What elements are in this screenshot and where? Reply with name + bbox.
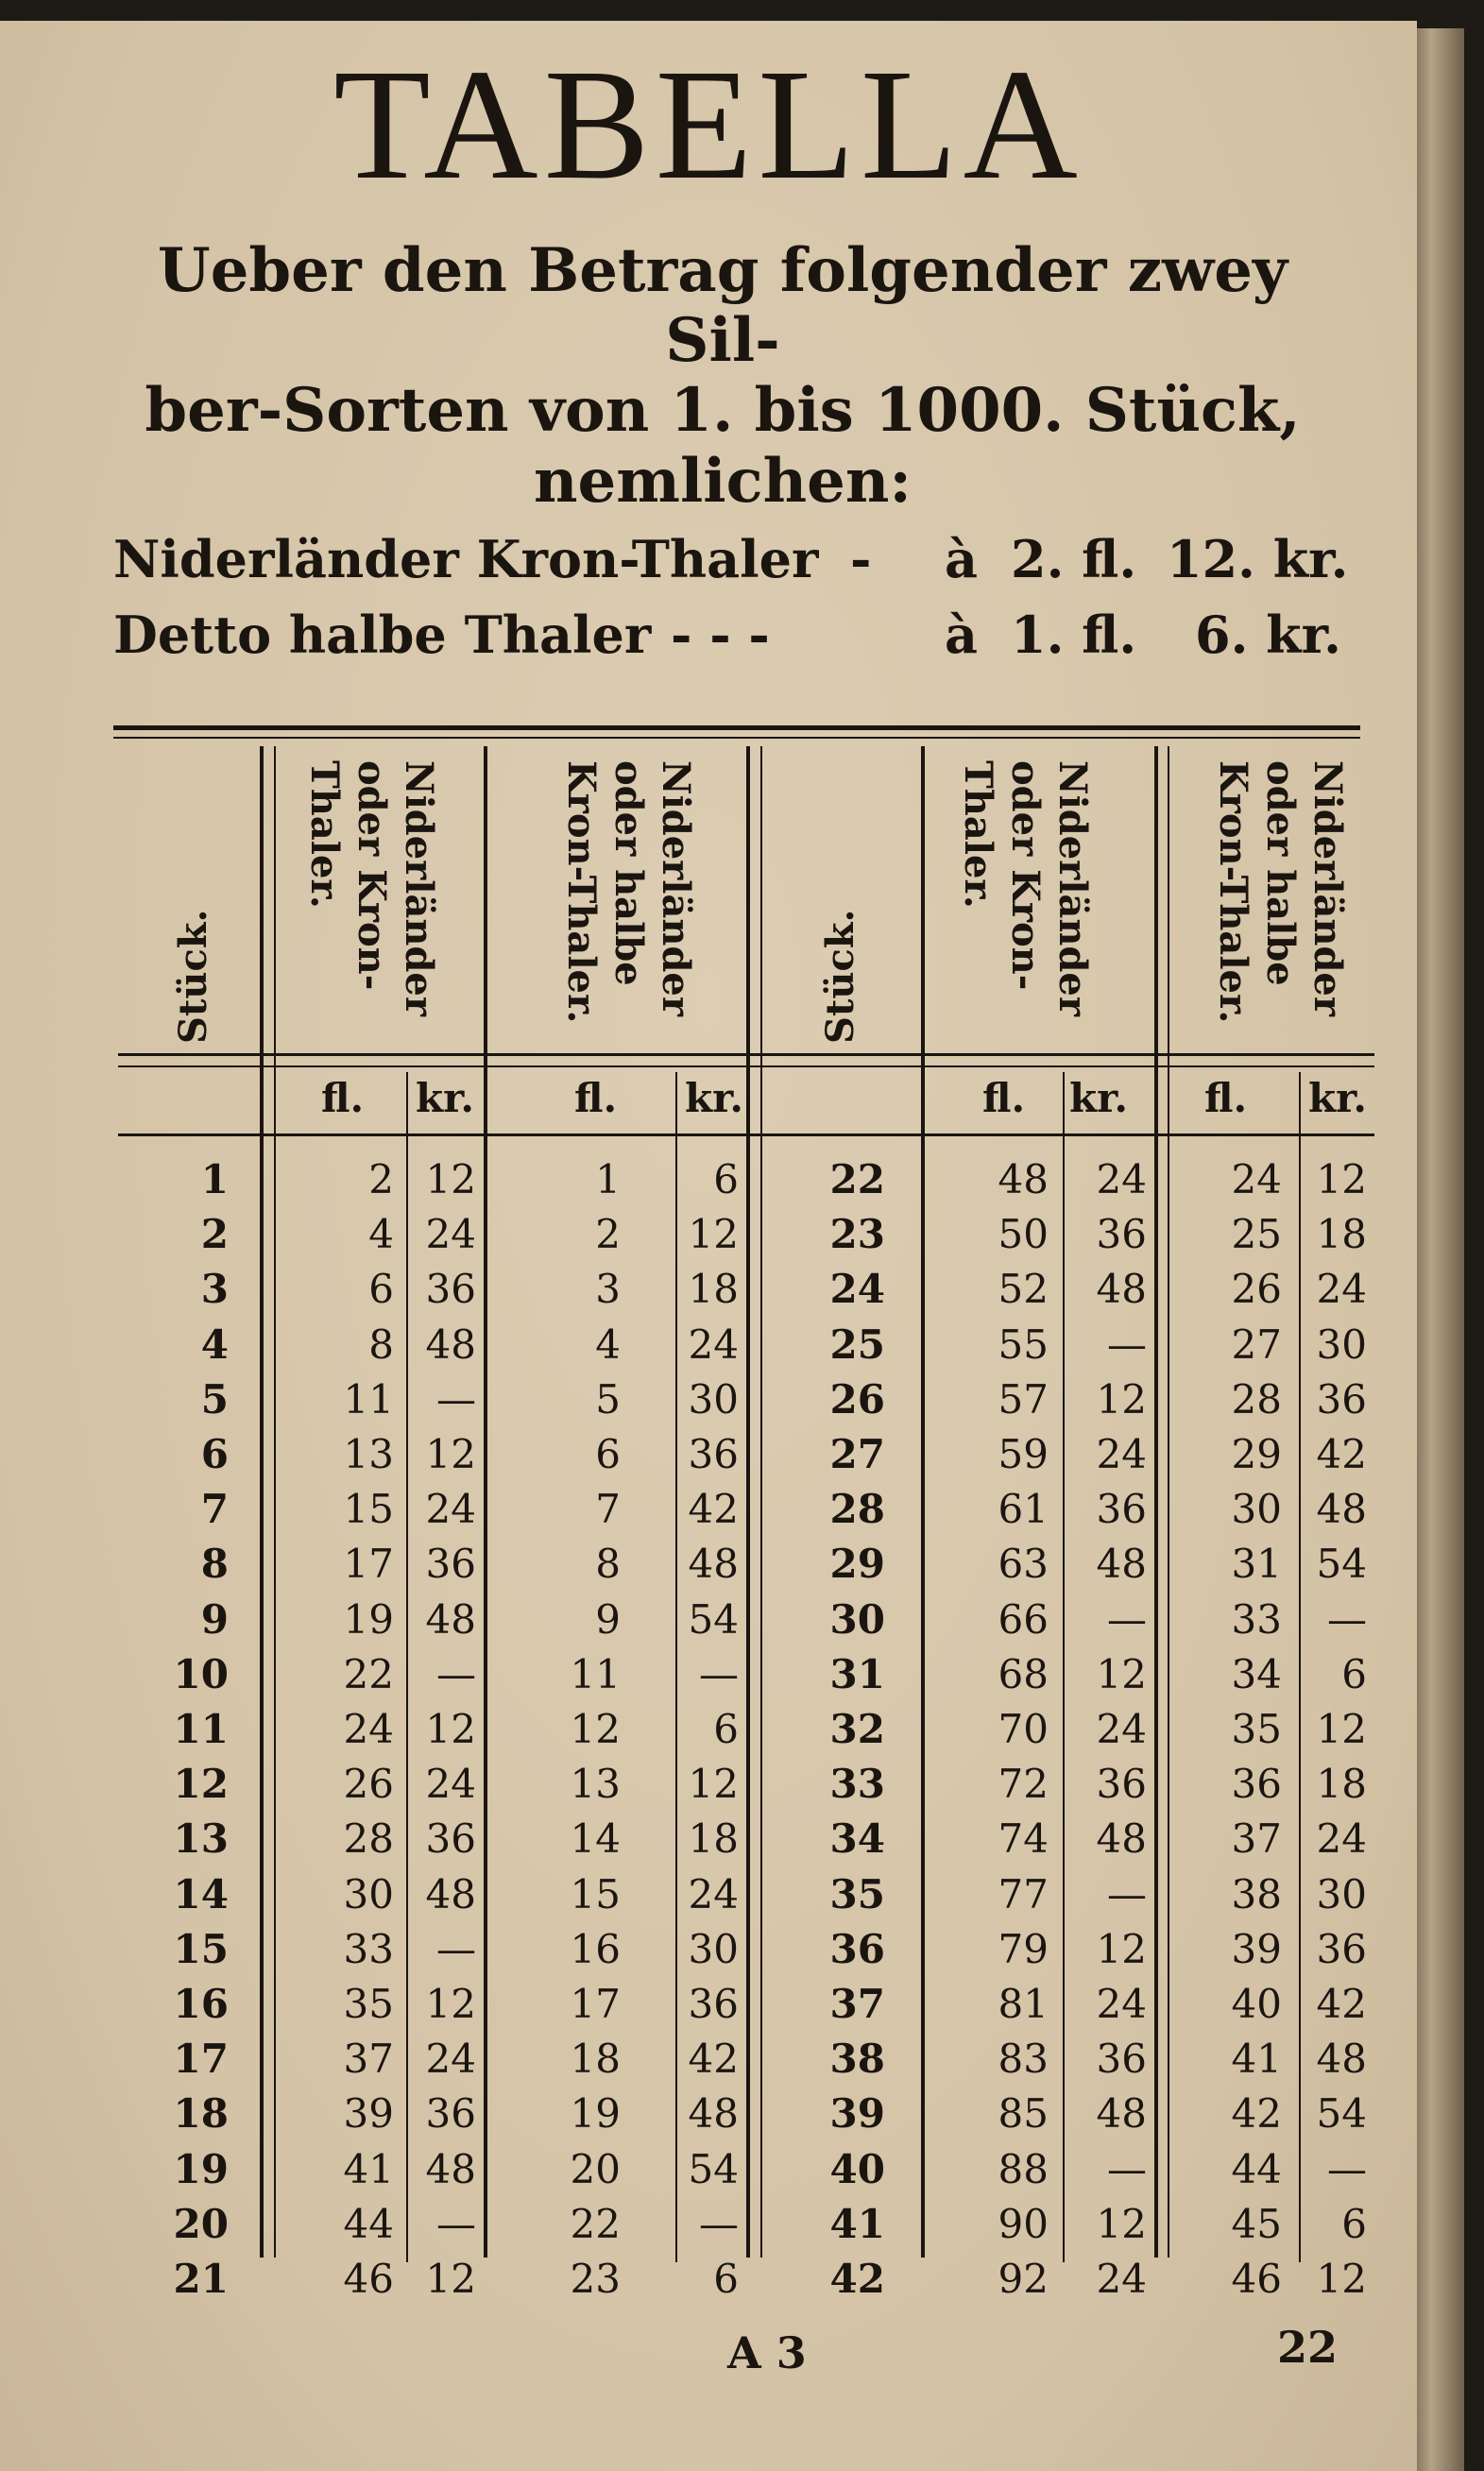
kron-thaler-cell: —	[436, 2200, 476, 2247]
kron-thaler-cell: —	[436, 1650, 476, 1697]
halbe-thaler-cell: 36	[688, 1981, 739, 2027]
halbe-thaler-cell: 44	[1231, 2145, 1282, 2192]
stueck-cell: 41	[829, 2200, 885, 2247]
kron-thaler-cell: 90	[998, 2200, 1049, 2247]
kron-thaler-cell: 12	[425, 2256, 476, 2302]
kron-thaler-cell: 46	[343, 2256, 394, 2302]
halbe-thaler-cell: 42	[1316, 1431, 1367, 1477]
halbe-thaler-cell: 24	[1231, 1156, 1282, 1202]
stueck-cell: 2	[200, 1211, 229, 1258]
kron-thaler-cell: 36	[425, 2090, 476, 2138]
halbe-thaler-cell: 3	[595, 1266, 621, 1313]
halbe-thaler-cell: 6	[595, 1431, 621, 1477]
halbe-thaler-cell: 7	[595, 1486, 621, 1533]
stueck-cell: 30	[829, 1595, 885, 1643]
coin-kr: 6. kr.	[1195, 605, 1341, 665]
halbe-thaler-cell: 6	[713, 1706, 739, 1752]
halbe-thaler-cell: 38	[1231, 1870, 1282, 1917]
coin-a: à	[945, 605, 978, 665]
coin-dots: -	[850, 529, 872, 589]
halbe-thaler-cell: 45	[1231, 2200, 1282, 2247]
halbe-thaler-cell: 4	[595, 1321, 621, 1368]
halbe-thaler-cell: 36	[1316, 1925, 1367, 1972]
vline	[746, 746, 750, 2258]
stueck-cell: 9	[200, 1595, 229, 1643]
kron-thaler-cell: 12	[425, 1431, 476, 1477]
halbe-thaler-cell: 28	[1231, 1375, 1282, 1423]
coin-fl: 2. fl.	[1011, 529, 1137, 589]
vline	[260, 746, 264, 2258]
unit-rule	[118, 1133, 1374, 1136]
halbe-thaler-cell: 26	[1231, 1266, 1282, 1313]
header-kron-thaler-right: Niderländer oder Kron-Thaler.	[956, 760, 1095, 1016]
halbe-thaler-cell: 8	[595, 1541, 621, 1588]
halbe-thaler-cell: 13	[570, 1761, 621, 1808]
halbe-thaler-cell: 12	[570, 1706, 621, 1752]
page-edge	[1417, 28, 1464, 2471]
kron-thaler-cell: 35	[343, 1981, 394, 2027]
kron-thaler-cell: 8	[368, 1321, 394, 1368]
unit-kr: kr.	[416, 1075, 474, 1121]
coin-a: à	[945, 529, 978, 589]
stueck-cell: 1	[200, 1156, 229, 1202]
unit-fl: fl.	[321, 1075, 365, 1121]
kron-thaler-cell: 36	[425, 1815, 476, 1863]
kron-thaler-cell: 48	[1096, 1815, 1147, 1863]
stueck-cell: 31	[829, 1650, 885, 1697]
kron-thaler-cell: 92	[998, 2256, 1049, 2302]
kron-thaler-cell: 37	[343, 2036, 394, 2083]
kron-thaler-cell: 17	[343, 1541, 394, 1588]
kron-thaler-cell: 48	[425, 1595, 476, 1643]
halbe-thaler-cell: 16	[570, 1925, 621, 1972]
stueck-cell: 36	[829, 1925, 885, 1972]
stueck-cell: 42	[829, 2256, 885, 2302]
kron-thaler-cell: 22	[343, 1650, 394, 1697]
halbe-thaler-cell: —	[1327, 1595, 1367, 1643]
stueck-cell: 3	[200, 1266, 229, 1313]
kron-thaler-cell: 48	[425, 1870, 476, 1917]
signature-mark: A 3	[727, 2327, 807, 2378]
halbe-thaler-cell: 48	[688, 1541, 739, 1588]
kron-thaler-cell: 12	[1096, 1925, 1147, 1972]
kron-thaler-cell: —	[1107, 1870, 1147, 1917]
stueck-cell: 25	[829, 1321, 885, 1368]
stueck-cell: 39	[829, 2090, 885, 2138]
kron-thaler-cell: 12	[1096, 1375, 1147, 1423]
coin-dots: - - -	[671, 605, 770, 665]
stueck-cell: 35	[829, 1870, 885, 1917]
kron-thaler-cell: 48	[1096, 1266, 1147, 1313]
stueck-cell: 21	[173, 2256, 229, 2302]
subtitle-line-3: nemlichen:	[534, 445, 912, 517]
kron-thaler-cell: 79	[998, 1925, 1049, 1972]
vline	[1154, 746, 1158, 2258]
kron-thaler-cell: —	[1107, 2145, 1147, 2192]
halbe-thaler-cell: 27	[1231, 1321, 1282, 1368]
halbe-thaler-cell: —	[699, 2200, 739, 2247]
table-top-rule	[113, 725, 1360, 730]
stueck-cell: 37	[829, 1981, 885, 2027]
kron-thaler-cell: 24	[425, 2036, 476, 2083]
halbe-thaler-cell: 30	[688, 1375, 739, 1423]
subtitle-line-2: ber-Sorten von 1. bis 1000. Stück,	[145, 375, 1301, 447]
header-kron-thaler-left: Niderländer oder Kron-Thaler.	[302, 760, 441, 1016]
kron-thaler-cell: 36	[1096, 2036, 1147, 2083]
halbe-thaler-cell: 35	[1231, 1706, 1282, 1752]
halbe-thaler-cell: 37	[1231, 1815, 1282, 1863]
halbe-thaler-cell: 36	[688, 1431, 739, 1477]
kron-thaler-cell: 72	[998, 1761, 1049, 1808]
kron-thaler-cell: —	[436, 1925, 476, 1972]
halbe-thaler-cell: 6	[1341, 2200, 1367, 2247]
vline	[484, 746, 487, 2258]
kron-thaler-cell: 52	[998, 1266, 1049, 1313]
halbe-thaler-cell: 14	[570, 1815, 621, 1863]
kron-thaler-cell: 48	[1096, 1541, 1147, 1588]
halbe-thaler-cell: 24	[1316, 1266, 1367, 1313]
stueck-cell: 4	[200, 1321, 229, 1368]
halbe-thaler-cell: 9	[595, 1595, 621, 1643]
header-stueck-left: Stück.	[171, 909, 215, 1044]
halbe-thaler-cell: 41	[1231, 2036, 1282, 2083]
kron-thaler-cell: 77	[998, 1870, 1049, 1917]
kron-thaler-cell: 26	[343, 1761, 394, 1808]
halbe-thaler-cell: 30	[688, 1925, 739, 1972]
kron-thaler-cell: 48	[425, 2145, 476, 2192]
kron-thaler-cell: 15	[343, 1486, 394, 1533]
halbe-thaler-cell: 36	[1231, 1761, 1282, 1808]
stueck-cell: 15	[173, 1925, 229, 1972]
halbe-thaler-cell: 34	[1231, 1650, 1282, 1697]
stueck-cell: 11	[173, 1706, 229, 1752]
kron-thaler-cell: 2	[368, 1156, 394, 1202]
kron-thaler-cell: —	[436, 1375, 476, 1423]
halbe-thaler-cell: 20	[570, 2145, 621, 2192]
kron-thaler-cell: —	[1107, 1595, 1147, 1643]
stueck-cell: 26	[829, 1375, 885, 1423]
unit-kr: kr.	[685, 1075, 743, 1121]
kron-thaler-cell: 70	[998, 1706, 1049, 1752]
halbe-thaler-cell: 39	[1231, 1925, 1282, 1972]
halbe-thaler-cell: —	[1327, 2145, 1367, 2192]
kron-thaler-cell: 30	[343, 1870, 394, 1917]
kron-thaler-cell: —	[1107, 1321, 1147, 1368]
stueck-cell: 7	[200, 1486, 229, 1533]
kron-thaler-cell: 13	[343, 1431, 394, 1477]
kron-thaler-cell: 24	[425, 1211, 476, 1258]
kron-thaler-cell: 81	[998, 1981, 1049, 2027]
halbe-thaler-cell: 18	[1316, 1211, 1367, 1258]
kron-thaler-cell: 50	[998, 1211, 1049, 1258]
halbe-thaler-cell: 12	[688, 1211, 739, 1258]
kron-thaler-cell: 61	[998, 1486, 1049, 1533]
stueck-cell: 34	[829, 1815, 885, 1863]
halbe-thaler-cell: 24	[688, 1321, 739, 1368]
kron-thaler-cell: 36	[1096, 1761, 1147, 1808]
halbe-thaler-cell: 18	[1316, 1761, 1367, 1808]
halbe-thaler-cell: 11	[570, 1650, 621, 1697]
stueck-cell: 24	[829, 1266, 885, 1313]
kron-thaler-cell: 48	[998, 1156, 1049, 1202]
halbe-thaler-cell: 42	[688, 2036, 739, 2083]
halbe-thaler-cell: 24	[688, 1870, 739, 1917]
halbe-thaler-cell: 12	[1316, 1706, 1367, 1752]
vline	[921, 746, 925, 2258]
header-halbe-thaler-left: Niderländer oder halbe Kron-Thaler.	[559, 760, 698, 1024]
halbe-thaler-cell: 54	[688, 1595, 739, 1643]
kron-thaler-cell: 4	[368, 1211, 394, 1258]
halbe-thaler-cell: 12	[1316, 1156, 1367, 1202]
kron-thaler-cell: 57	[998, 1375, 1049, 1423]
kron-thaler-cell: 24	[425, 1761, 476, 1808]
unit-fl: fl.	[982, 1075, 1026, 1121]
stueck-cell: 12	[173, 1761, 229, 1808]
halbe-thaler-cell: 30	[1316, 1321, 1367, 1368]
halbe-thaler-cell: 6	[713, 1156, 739, 1202]
stueck-cell: 29	[829, 1541, 885, 1588]
stueck-cell: 32	[829, 1706, 885, 1752]
halbe-thaler-cell: 42	[1316, 1981, 1367, 2027]
halbe-thaler-cell: 48	[1316, 2036, 1367, 2083]
halbe-thaler-cell: 48	[1316, 1486, 1367, 1533]
unit-fl: fl.	[574, 1075, 618, 1121]
halbe-thaler-cell: 36	[1316, 1375, 1367, 1423]
kron-thaler-cell: 44	[343, 2200, 394, 2247]
kron-thaler-cell: 24	[1096, 2256, 1147, 2302]
kron-thaler-cell: 28	[343, 1815, 394, 1863]
halbe-thaler-cell: 25	[1231, 1211, 1282, 1258]
coin-name: Niderländer Kron-Thaler	[113, 529, 819, 589]
kron-thaler-cell: 19	[343, 1595, 394, 1643]
page-title: TABELLA	[333, 37, 1083, 213]
kron-thaler-cell: 88	[998, 2145, 1049, 2192]
kron-thaler-cell: 11	[343, 1375, 394, 1423]
halbe-thaler-cell: 46	[1231, 2256, 1282, 2302]
stueck-cell: 10	[173, 1650, 229, 1697]
page-number: 22	[1277, 2322, 1339, 2373]
halbe-thaler-cell: 54	[1316, 1541, 1367, 1588]
kron-thaler-cell: 63	[998, 1541, 1049, 1588]
stueck-cell: 18	[173, 2090, 229, 2138]
halbe-thaler-cell: 18	[688, 1266, 739, 1313]
stueck-cell: 28	[829, 1486, 885, 1533]
halbe-thaler-cell: 48	[688, 2090, 739, 2138]
halbe-thaler-cell: —	[699, 1650, 739, 1697]
halbe-thaler-cell: 31	[1231, 1541, 1282, 1588]
kron-thaler-cell: 83	[998, 2036, 1049, 2083]
halbe-thaler-cell: 54	[1316, 2090, 1367, 2138]
halbe-thaler-cell: 42	[688, 1486, 739, 1533]
unit-fl: fl.	[1204, 1075, 1248, 1121]
kron-thaler-cell: 12	[425, 1706, 476, 1752]
kron-thaler-cell: 59	[998, 1431, 1049, 1477]
stueck-cell: 16	[173, 1981, 229, 2027]
halbe-thaler-cell: 30	[1231, 1486, 1282, 1533]
stueck-cell: 19	[173, 2145, 229, 2192]
vline-fl-kr	[1063, 1072, 1065, 2262]
vline	[760, 746, 762, 2258]
halbe-thaler-cell: 17	[570, 1981, 621, 2027]
halbe-thaler-cell: 15	[570, 1870, 621, 1917]
subtitle-line-1: Ueber den Betrag folgender zwey Sil-	[157, 235, 1288, 377]
stueck-cell: 5	[200, 1375, 229, 1423]
vline	[1168, 746, 1169, 2258]
kron-thaler-cell: 33	[343, 1925, 394, 1972]
halbe-thaler-cell: 24	[1316, 1815, 1367, 1863]
kron-thaler-cell: 24	[1096, 1431, 1147, 1477]
halbe-thaler-cell: 1	[595, 1156, 621, 1202]
header-halbe-thaler-right: Niderländer oder halbe Kron-Thaler.	[1211, 760, 1350, 1024]
halbe-thaler-cell: 23	[570, 2256, 621, 2302]
kron-thaler-cell: 24	[1096, 1706, 1147, 1752]
halbe-thaler-cell: 18	[570, 2036, 621, 2083]
stueck-cell: 13	[173, 1815, 229, 1863]
kron-thaler-cell: 36	[1096, 1486, 1147, 1533]
coin-kr: 12. kr.	[1167, 529, 1349, 589]
kron-thaler-cell: 12	[425, 1156, 476, 1202]
stueck-cell: 22	[829, 1156, 885, 1202]
kron-thaler-cell: 24	[425, 1486, 476, 1533]
halbe-thaler-cell: 6	[1341, 1650, 1367, 1697]
kron-thaler-cell: 12	[1096, 2200, 1147, 2247]
kron-thaler-cell: 36	[425, 1541, 476, 1588]
kron-thaler-cell: 24	[1096, 1156, 1147, 1202]
halbe-thaler-cell: 5	[595, 1375, 621, 1423]
stueck-cell: 14	[173, 1870, 229, 1917]
coin-fl: 1. fl.	[1011, 605, 1137, 665]
vline	[274, 746, 276, 2258]
table-top-rule-thin	[113, 737, 1360, 739]
kron-thaler-cell: 55	[998, 1321, 1049, 1368]
kron-thaler-cell: 36	[1096, 1211, 1147, 1258]
halbe-thaler-cell: 30	[1316, 1870, 1367, 1917]
halbe-thaler-cell: 12	[688, 1761, 739, 1808]
kron-thaler-cell: 66	[998, 1595, 1049, 1643]
stueck-cell: 8	[200, 1541, 229, 1588]
kron-thaler-cell: 74	[998, 1815, 1049, 1863]
stueck-cell: 17	[173, 2036, 229, 2083]
kron-thaler-cell: 41	[343, 2145, 394, 2192]
kron-thaler-cell: 12	[1096, 1650, 1147, 1697]
subtitle	[94, 236, 1351, 517]
kron-thaler-cell: 36	[425, 1266, 476, 1313]
kron-thaler-cell: 68	[998, 1650, 1049, 1697]
kron-thaler-cell: 39	[343, 2090, 394, 2138]
halbe-thaler-cell: 33	[1231, 1595, 1282, 1643]
kron-thaler-cell: 6	[368, 1266, 394, 1313]
stueck-cell: 33	[829, 1761, 885, 1808]
unit-kr: kr.	[1308, 1075, 1367, 1121]
coin-name: Detto halbe Thaler	[113, 605, 652, 665]
stueck-cell: 20	[173, 2200, 229, 2247]
halbe-thaler-cell: 6	[713, 2256, 739, 2302]
stueck-cell: 40	[829, 2145, 885, 2192]
header-rule-thin	[118, 1065, 1374, 1067]
halbe-thaler-cell: 2	[595, 1211, 621, 1258]
header-stueck-right: Stück.	[818, 909, 862, 1044]
halbe-thaler-cell: 54	[688, 2145, 739, 2192]
stueck-cell: 38	[829, 2036, 885, 2083]
halbe-thaler-cell: 12	[1316, 2256, 1367, 2302]
kron-thaler-cell: 85	[998, 2090, 1049, 2138]
kron-thaler-cell: 48	[1096, 2090, 1147, 2138]
kron-thaler-cell: 12	[425, 1981, 476, 2027]
halbe-thaler-cell: 22	[570, 2200, 621, 2247]
stueck-cell: 6	[200, 1431, 229, 1477]
kron-thaler-cell: 24	[343, 1706, 394, 1752]
unit-kr: kr.	[1069, 1075, 1128, 1121]
halbe-thaler-cell: 42	[1231, 2090, 1282, 2138]
halbe-thaler-cell: 18	[688, 1815, 739, 1863]
halbe-thaler-cell: 29	[1231, 1431, 1282, 1477]
stueck-cell: 23	[829, 1211, 885, 1258]
kron-thaler-cell: 48	[425, 1321, 476, 1368]
halbe-thaler-cell: 40	[1231, 1981, 1282, 2027]
halbe-thaler-cell: 19	[570, 2090, 621, 2138]
kron-thaler-cell: 24	[1096, 1981, 1147, 2027]
header-rule	[118, 1053, 1374, 1056]
stueck-cell: 27	[829, 1431, 885, 1477]
